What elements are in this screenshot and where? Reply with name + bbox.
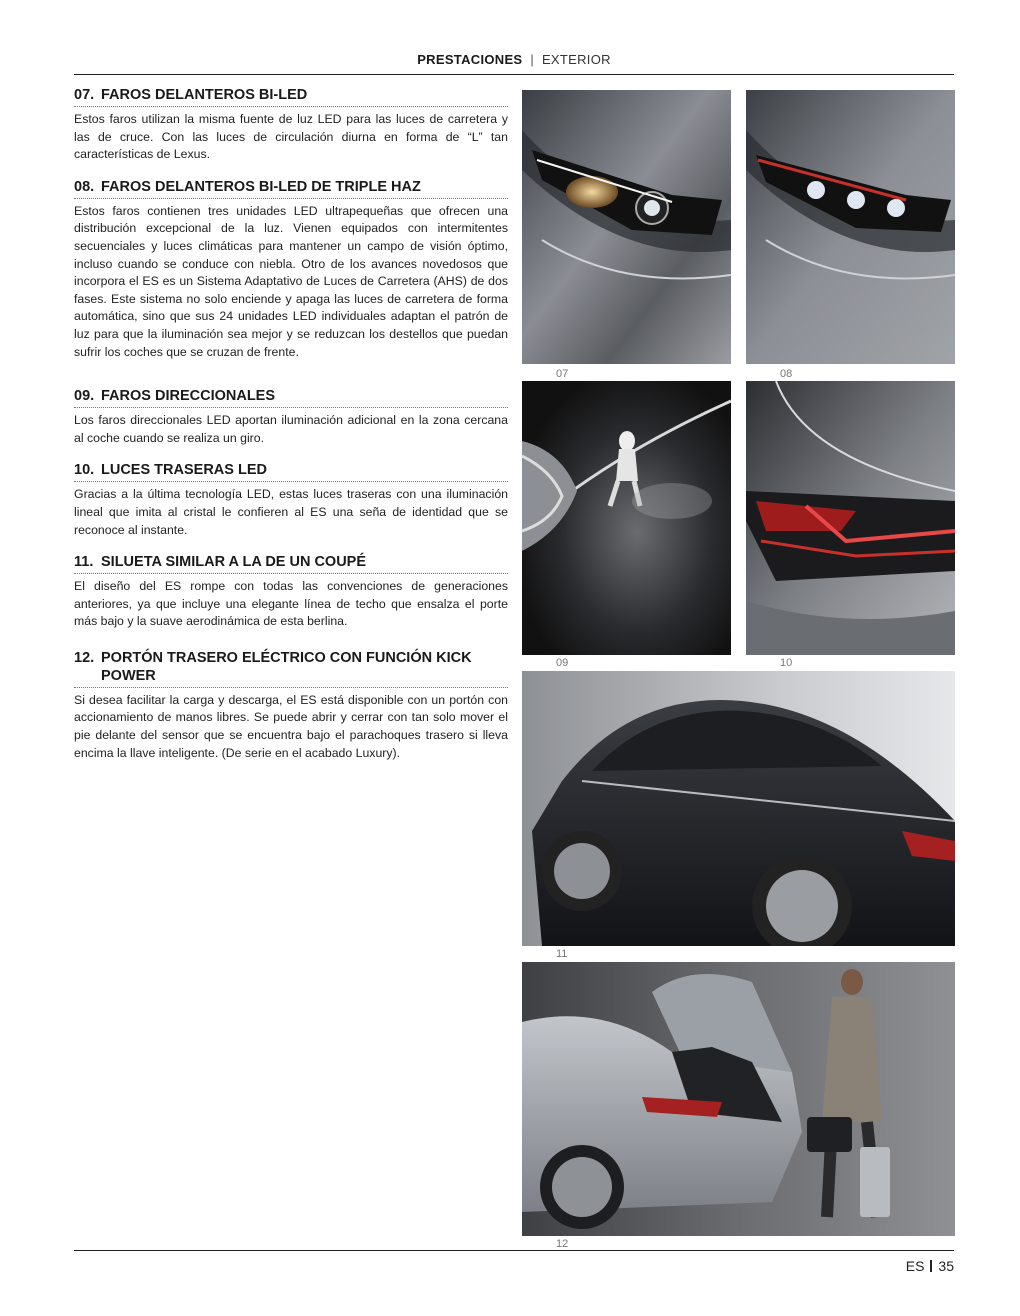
caption-09: 09 xyxy=(556,657,569,669)
section-number: 07. xyxy=(74,87,95,103)
section-heading: FAROS DIRECCIONALES xyxy=(101,388,276,405)
header-rule xyxy=(74,74,954,75)
section-12 xyxy=(74,649,508,762)
photo-rear-led-lights xyxy=(746,381,955,655)
footer-divider xyxy=(930,1260,932,1272)
section-number: 12. xyxy=(74,649,95,666)
page-footer xyxy=(906,1258,954,1274)
section-title xyxy=(74,461,508,482)
caption-12: 12 xyxy=(556,1238,569,1250)
section-title xyxy=(74,387,508,408)
caption-07: 07 xyxy=(556,368,569,380)
text-column xyxy=(74,86,508,776)
page-header xyxy=(74,52,954,67)
caption-11: 11 xyxy=(556,948,568,960)
section-number: 08. xyxy=(74,178,95,195)
footer-rule xyxy=(74,1250,954,1251)
photo-power-tailgate xyxy=(522,962,955,1236)
section-title xyxy=(74,553,508,574)
section-body: El diseño del ES rompe con todas las convenciones de generaciones anteriores, ya que incluye una elegante línea de techo que ensalza el porte más bajo y la suave aerodinámica de esta berlina. xyxy=(74,579,508,629)
section-number: 09. xyxy=(74,388,95,405)
section-heading: SILUETA SIMILAR A LA DE UN COUPÉ xyxy=(101,554,367,571)
footer-language: ES xyxy=(905,1258,925,1274)
section-07 xyxy=(74,86,508,164)
section-body: Estos faros utilizan la misma fuente de luz LED para las luces de carretera y las de cruce. Con las luces de circulación diurna en forma de “L” tan características de Lexus. xyxy=(74,112,508,162)
section-body: Si desea facilitar la carga y descarga, el ES está disponible con un portón con accionamiento de manos libres. Se puede abrir y cerrar con tan solo mover el pie delante del sensor que se encuentra bajo el parachoques trasero si lleva encima la llave inteligente. (De serie en el acabado Luxury). xyxy=(74,692,508,760)
caption-08: 08 xyxy=(780,368,793,380)
photo-coupe-silhouette xyxy=(522,671,955,946)
section-title xyxy=(74,178,508,199)
section-09 xyxy=(74,387,508,447)
section-number: 10. xyxy=(74,462,95,479)
section-number: 11. xyxy=(74,554,94,571)
section-heading: LUCES TRASERAS LED xyxy=(101,462,267,479)
section-body: Los faros direccionales LED aportan iluminación adicional en la zona cercana al coche cuando se realiza un giro. xyxy=(74,413,508,445)
photo-headlight-triple-beam xyxy=(746,90,955,364)
section-10 xyxy=(74,461,508,539)
caption-10: 10 xyxy=(780,657,793,669)
photo-headlight-bi-led xyxy=(522,90,731,364)
section-11 xyxy=(74,553,508,631)
header-section: PRESTACIONES xyxy=(417,52,523,67)
page-number: 35 xyxy=(938,1258,954,1274)
section-title xyxy=(74,649,508,688)
section-heading: PORTÓN TRASERO ELÉCTRICO CON FUNCIÓN KICK POWER xyxy=(101,649,472,684)
section-08 xyxy=(74,178,508,361)
section-heading: FAROS DELANTEROS BI-LED DE TRIPLE HAZ xyxy=(101,178,421,195)
photo-cornering-lights xyxy=(522,381,731,655)
section-heading: FAROS DELANTEROS BI-LED xyxy=(101,87,308,103)
header-subsection: EXTERIOR xyxy=(541,52,611,67)
section-body: Gracias a la última tecnología LED, estas luces traseras con una iluminación lineal que imita al cristal le confieren al ES una seña de identidad que se reconoce al instante. xyxy=(74,487,508,537)
header-separator: | xyxy=(530,52,535,67)
section-title xyxy=(74,86,508,107)
section-body: Estos faros contienen tres unidades LED ultrapequeñas que ofrecen una distribución excepcional de la luz. Vienen equipados con intermitentes secuenciales y luces climáticas para mantener un campo de visión óptimo, incluso cuando se conduce con niebla. Otro de los avances novedosos que incorpora el ES es un Sistema Adaptativo de Luces de Carretera (AHS) de dos fases. Este sistema no solo enciende y apaga las luces de carretera de forma automática, sino que sus 24 unidades LED individuales adaptan el patrón de luz para que la iluminación sea mejor y se reduzcan los destellos que puedan sufrir los coches que se cruzan de frente. xyxy=(74,203,508,359)
